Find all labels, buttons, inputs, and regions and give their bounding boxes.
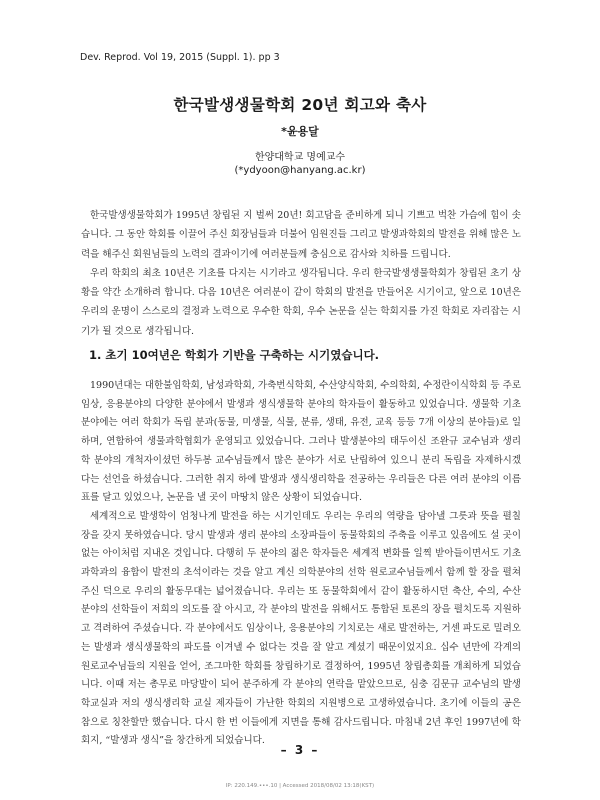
- intro-paragraph-1: 한국발생생물학회가 1995년 창립된 지 벌써 20년! 회고담을 준비하게 되니 기쁘고 벅찬 가슴에 힘이 솟습니다. 그 동안 학회를 이끌어 주신 회장님들과 더불어 임원진들 그리고 발생과학회의 발전을 위해 많은 노력을 해주신 회원님들의 노력의 결과이기에 여러분들께 충심으로 감사와 치하를 드립니다.: [81, 210, 521, 260]
- author-email: (*ydyoon@hanyang.ac.kr): [234, 165, 366, 176]
- journal-citation: Dev. Reprod. Vol 19, 2015 (Suppl. 1). pp 3: [80, 52, 280, 63]
- intro-paragraph-2: 우리 학회의 최초 10년은 기초를 다지는 시기라고 생각됩니다. 우리 한국발생생물학회가 창립된 초기 상황을 약간 소개하려 합니다. 다음 10년은 여러분이 같이 학회의 발전을 만들어온 시기이고, 앞으로 10년은 우리의 운명이 스스로의 결정과 노력으로 우수한 학회, 우수 논문을 싣는 학회지를 가진 학회로 자리잡는 시기가 될 것으로 생각됩니다.: [81, 267, 521, 337]
- section-body: [81, 377, 521, 751]
- section-heading: 1. 초기 10여년은 학회가 기반을 구축하는 시기였습니다.: [89, 348, 380, 362]
- section-paragraph-1: 1990년대는 대한불임학회, 남성과학회, 가축번식학회, 수산양식학회, 수의학회, 수정란이식학회 등 주로 임상, 응용분야의 다양한 분야에서 발생과 생식생물학 분야의 학자들이 활동하고 있었습니다. 생물학 기초분야에는 여러 학회가 독립 분과(동물, 미생물, 식물, 분류, 생태, 유전, 교육 등등 7개 이상의 분야들)로 일하며, 연합하여 생물과학협회가 운영되고 있었습니다. 그러나 발생분야의 태두이신 조완규 교수님과 생리학 분야의 개척자이셨던 하두봉 교수님들께서 많은 분야가 서로 난립하여 있으니 분리 독립을 자제하시겠다는 선언을 하셨습니다. 그러한 취지 하에 발생과 생식생리학을 전공하는 우리들은 다른 여러 분야의 이름표를 달고 있었으나, 논문을 낼 곳이 마땅치 않은 상황이 되었습니다.: [81, 380, 521, 504]
- author-affiliation: 한양대학교 명예교수: [254, 152, 346, 163]
- author-name: *윤용달: [281, 125, 319, 138]
- intro-section: [81, 206, 521, 341]
- page-number: – 3 –: [280, 743, 320, 757]
- article-title: 한국발생생물학회 20년 회고와 축사: [173, 96, 427, 114]
- access-footer: IP: 220.149.•••.10 | Accessed 2018/08/02 13:18(KST): [225, 783, 375, 789]
- section-paragraph-2: 세계적으로 발생학이 엄청나게 발전을 하는 시기인데도 우리는 우리의 역량을 담아낼 그릇과 뜻을 펼칠 장을 갖지 못하였습니다. 당시 발생과 생리 분야의 소장파들이 동물학회의 주축을 이루고 있음에도 설 곳이 없는 아이처럼 지내온 것입니다. 다행히 두 분야의 젊은 학자들은 세계적 변화를 일찍 받아들이면서도 기초과학과의 융합이 발전의 초석이라는 것을 알고 계신 의학분야의 선학 원로교수님들께서 함께 할 장을 펼쳐 주신 덕으로 우리의 활동무대는 넓어졌습니다. 우리는 또 동물학회에서 같이 활동하시던 축산, 수의, 수산 분야의 선학들이 저희의 의도를 잘 아시고, 각 분야의 발전을 위해서도 통합된 토론의 장을 펼치도록 지원하고 격려하여 주셨습니다. 각 분야에서도 임상이나, 응용분야의 기치로는 새로 발전하는, 거센 파도로 밀려오는 발생과 생식생물학의 파도를 이겨낼 수 없다는 것을 잘 알고 계셨기 때문이었지요. 십수 년만에 각계의 원로교수님들의 지원을 얻어, 조그마한 학회를 창립하기로 결정하여, 1995년 창립총회를 개최하게 되었습니다. 이때 저는 총무로 마당발이 되어 분주하게 각 분야의 연락을 맡았으므로, 심충 김문규 교수님의 발생학교실과 저의 생식생리학 교실 제자들이 가난한 학회의 지원병으로 고생하였습니다. 초기에 이들의 공은 참으로 칭찬할만 했습니다. 다시 한 번 이들에게 지면을 통해 감사드립니다. 마침내 2년 후인 1997년에 학회지, “발생과 생식”을 창간하게 되었습니다.: [81, 510, 521, 747]
